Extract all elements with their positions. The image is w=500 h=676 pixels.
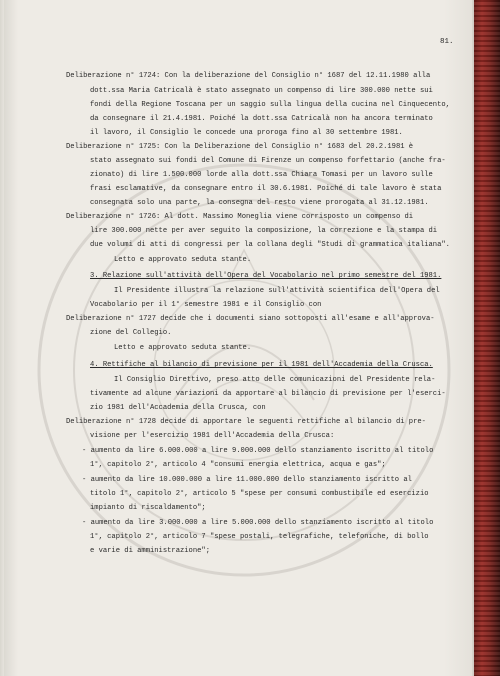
text-line: impianto di riscaldamento"; [90, 504, 206, 512]
text-line: lire 300.000 nette per aver seguito la composizione, la correzione e la stampa di [90, 227, 438, 235]
text-line: titolo 1°, capitolo 2°, articolo 5 "spese per consumi combustibile ed esercizio [90, 490, 429, 498]
text-line: 1°, capitolo 2°, articolo 4 "consumi energia elettrica, acqua e gas"; [90, 461, 386, 469]
red-binding-spine [474, 0, 500, 676]
text-line: zio 1981 dell'Accademia della Crusca, con [90, 404, 266, 412]
text-line: dott.ssa Maria Catricalà è stato assegnato un compenso di lire 300.000 nette sui [90, 87, 433, 95]
typed-minutes-text [4, 0, 472, 676]
section-heading: 4. Rettifiche al bilancio di previsione per il 1981 dell'Accademia della Crusca. [90, 361, 433, 369]
page-number: 81. [440, 38, 454, 46]
text-line: zione del Collegio. [90, 329, 172, 337]
text-line: 1°, capitolo 2°, articolo 7 "spese postali, telegrafiche, telefoniche, di bollo [90, 533, 429, 541]
text-line: consegnata solo una parte, la consegna del resto viene prorogata al 31.12.1981. [90, 199, 429, 207]
text-line: Deliberazione n° 1727 decide che i documenti siano sottoposti all'esame e all'approva- [66, 315, 435, 323]
text-line: Letto e approvato seduta stante. [114, 344, 252, 352]
text-line: Deliberazione n° 1726: Al dott. Massimo Moneglia viene corrisposto un compenso di [66, 213, 414, 221]
text-line: il lavoro, il Consiglio le concede una proroga fino al 30 settembre 1981. [90, 129, 403, 137]
section-heading: 3. Relazione sull'attività dell'Opera del Vocabolario nel primo semestre del 1981. [90, 272, 442, 280]
paper-sheet [4, 0, 472, 676]
text-line: - aumento da lire 6.000.000 a lire 9.000.000 dello stanziamento iscritto al titolo [82, 447, 434, 455]
text-line: Deliberazione n° 1728 decide di apportare le seguenti rettifiche al bilancio di pre- [66, 418, 426, 426]
text-line: due volumi di atti di congressi per la collana degli "Studi di grammatica italiana". [90, 241, 450, 249]
text-line: Deliberazione n° 1724: Con la deliberazione del Consiglio n° 1687 del 12.11.1980 alla [66, 72, 431, 80]
text-line: e varie di amministrazione"; [90, 547, 210, 555]
text-line: Vocabolario per il 1° semestre 1981 e il Consiglio con [90, 301, 322, 309]
text-line: da consegnare il 21.4.1981. Poiché la dott.ssa Catricalà non ha ancora terminato [90, 115, 433, 123]
text-line: Il Presidente illustra la relazione sull'attività scientifica dell'Opera del [114, 287, 440, 295]
text-line: Il Consiglio Direttivo, preso atto delle comunicazioni del Presidente rela- [114, 376, 436, 384]
text-line: tivamente ad alcune variazioni da apportare al bilancio di previsione per l'eserci- [90, 390, 446, 398]
text-line: stato assegnato sui fondi del Comune di Firenze un compenso forfettario (anche fra- [90, 157, 446, 165]
text-line: Deliberazione n° 1725: Con la Deliberazione del Consiglio n° 1683 del 20.2.1981 è [66, 143, 414, 151]
text-line: frasi esclamative, da consegnare entro il 30.6.1981. Poiché di tale lavoro è stata [90, 185, 442, 193]
text-line: zionato) di lire 1.500.000 lorde alla dott.ssa Chiara Tomasi per un lavoro sulle [90, 171, 433, 179]
text-line: Letto e approvato seduta stante. [114, 256, 252, 264]
text-line: - aumento da lire 3.000.000 a lire 5.000.000 dello stanziamento iscritto al titolo [82, 519, 434, 527]
text-line: fondi della Regione Toscana per un saggio sulla lingua della cucina nel Cinquecento, [90, 101, 450, 109]
text-line: visione per l'esercizio 1981 dell'Accademia della Crusca: [90, 432, 335, 440]
text-line: - aumento da lire 10.000.000 a lire 11.000.000 dello stanziamento iscritto al [82, 476, 412, 484]
